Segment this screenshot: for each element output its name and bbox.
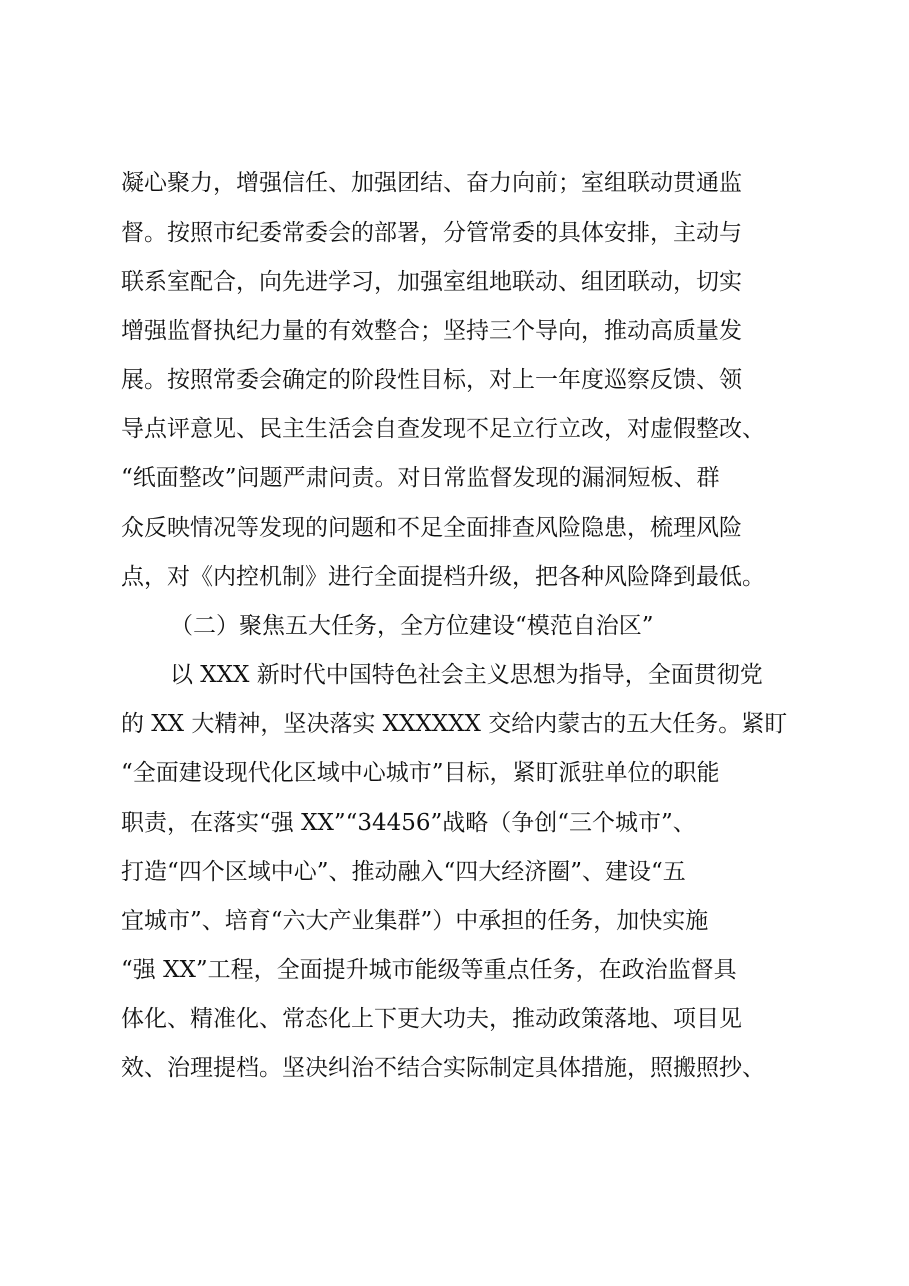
body-line-15: 宜城市”、培育“六大产业集群”）中承担的任务，加快实施 (121, 908, 709, 934)
body-line-11: 的 XX 大精神，坚决落实 XXXXXX 交给内蒙古的五大任务。紧盯 (121, 711, 788, 737)
body-line-6: 导点评意见、民主生活会自查发现不足立行立改，对虚假整改、 (121, 416, 765, 442)
body-line-4: 增强监督执纪力量的有效整合；坚持三个导向，推动高质量发 (121, 318, 742, 344)
body-line-8: 众反映情况等发现的问题和不足全面排查风险隐患，梳理风险 (121, 515, 742, 541)
body-line-10: 以 XXX 新时代中国特色社会主义思想为指导，全面贯彻党 (170, 662, 763, 688)
section-heading: （二）聚焦五大任务，全方位建设“模范自治区” (170, 613, 654, 639)
body-line-12: “全面建设现代化区域中心城市”目标，紧盯派驻单位的职能 (121, 760, 720, 786)
body-line-17: 体化、精准化、常态化上下更大功夫，推动政策落地、项目见 (121, 1006, 742, 1032)
body-line-14: 打造“四个区域中心”、推动融入“四大经济圈”、建设“五 (121, 859, 686, 885)
body-line-16: “强 XX”工程，全面提升城市能级等重点任务，在政治监督具 (121, 957, 737, 983)
body-line-2: 督。按照市纪委常委会的部署，分管常委的具体安排，主动与 (121, 220, 742, 246)
body-line-7: “纸面整改”问题严肃问责。对日常监督发现的漏洞短板、群 (121, 465, 720, 491)
body-line-18: 效、治理提档。坚决纠治不结合实际制定具体措施，照搬照抄、 (121, 1055, 765, 1081)
body-line-13: 职责，在落实“强 XX”“34456”战略（争创“三个城市”、 (121, 810, 696, 836)
body-line-3: 联系室配合，向先进学习，加强室组地联动、组团联动，切实 (121, 269, 742, 295)
body-line-5: 展。按照常委会确定的阶段性目标，对上一年度巡察反馈、领 (121, 367, 742, 393)
body-line-9: 点，对《内控机制》进行全面提档升级，把各种风险降到最低。 (121, 564, 765, 590)
body-line-1: 凝心聚力，增强信任、加强团结、奋力向前；室组联动贯通监 (121, 170, 742, 196)
